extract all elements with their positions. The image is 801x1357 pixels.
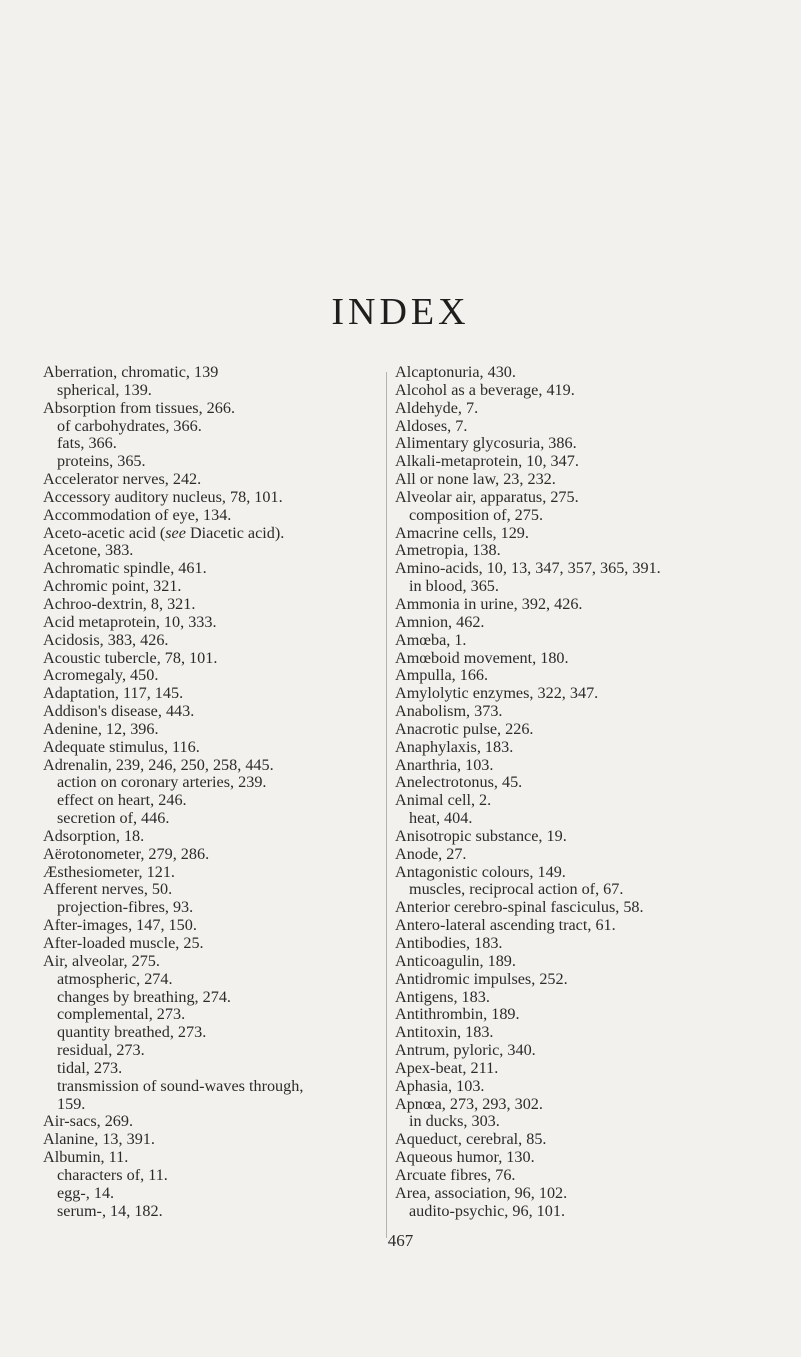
index-entry: Ammonia in urine, 392, 426. <box>395 594 583 613</box>
index-entry: quantity breathed, 273. <box>57 1023 207 1042</box>
index-column-left <box>43 364 388 1221</box>
index-entry: Accessory auditory nucleus, 78, 101. <box>43 487 283 506</box>
index-entry: Achromatic spindle, 461. <box>43 559 207 578</box>
index-entry: Albumin, 11. <box>43 1148 129 1167</box>
index-entry: spherical, 139. <box>57 380 152 399</box>
index-entry: Adenine, 12, 396. <box>43 719 159 738</box>
index-entry: After-images, 147, 150. <box>43 916 197 935</box>
page-title: INDEX <box>331 291 470 333</box>
index-entry: complemental, 273. <box>57 1005 186 1024</box>
index-entry: Anterior cerebro-spinal fasciculus, 58. <box>395 898 644 917</box>
index-entry: Acoustic tubercle, 78, 101. <box>43 648 218 667</box>
index-entry: Ametropia, 138. <box>395 541 501 560</box>
index-entry: Alimentary glycosuria, 386. <box>395 434 577 453</box>
index-entry: Acid metaprotein, 10, 333. <box>43 612 217 631</box>
index-entry: Aqueduct, cerebral, 85. <box>395 1130 547 1149</box>
index-entry: muscles, reciprocal action of, 67. <box>409 880 624 899</box>
index-entry: Apnœa, 273, 293, 302. <box>395 1094 543 1113</box>
index-entry: Acetone, 383. <box>43 541 134 560</box>
index-entry: Antagonistic colours, 149. <box>395 862 566 881</box>
index-entry: Ampulla, 166. <box>395 666 489 685</box>
index-entry: After-loaded muscle, 25. <box>43 934 204 952</box>
index-entry: Absorption from tissues, 266. <box>43 398 235 417</box>
index-entry: effect on heart, 246. <box>57 791 187 810</box>
index-entry: Adrenalin, 239, 246, 250, 258, 445. <box>43 755 274 774</box>
index-entry: Amacrine cells, 129. <box>395 523 529 542</box>
index-entry: Anisotropic substance, 19. <box>395 826 567 845</box>
index-entry: Antidromic impulses, 252. <box>395 969 568 988</box>
index-entry: Accelerator nerves, 242. <box>43 470 202 489</box>
index-entry: transmission of sound-waves through, <box>57 1076 304 1095</box>
index-entry: Adaptation, 117, 145. <box>43 684 184 703</box>
index-entry: Aërotonometer, 279, 286. <box>43 844 210 863</box>
index-entry: action on coronary arteries, 239. <box>57 773 267 792</box>
page-number: 467 <box>387 1231 414 1250</box>
column-divider <box>386 372 387 1238</box>
index-entry: composition of, 275. <box>409 505 543 524</box>
index-entry: Anabolism, 373. <box>395 702 503 721</box>
index-entry: Anarthria, 103. <box>395 755 494 774</box>
index-entry: Afferent nerves, 50. <box>43 880 173 899</box>
index-entry: Amino-acids, 10, 13, 347, 357, 365, 391. <box>395 559 661 578</box>
index-entry: Addison's disease, 443. <box>43 702 195 721</box>
index-entry: Area, association, 96, 102. <box>395 1183 568 1202</box>
index-entry: Antigens, 183. <box>395 987 490 1006</box>
index-entry: secretion of, 446. <box>57 809 170 828</box>
index-entry: Anacrotic pulse, 226. <box>395 719 534 738</box>
index-entry: Æsthesiometer, 121. <box>43 862 175 881</box>
index-entry: 159. <box>57 1094 86 1113</box>
index-entry: proteins, 365. <box>57 452 146 471</box>
index-entry: Air-sacs, 269. <box>43 1112 134 1131</box>
index-entry: audito-psychic, 96, 101. <box>409 1201 566 1220</box>
index-entry: Acidosis, 383, 426. <box>43 630 169 649</box>
index-entry: Aceto-acetic acid (see Diacetic acid). <box>43 523 285 542</box>
index-entry: Antero-lateral ascending tract, 61. <box>395 916 616 935</box>
index-entry: Alveolar air, apparatus, 275. <box>395 487 579 506</box>
index-entry: Amœboid movement, 180. <box>395 648 569 667</box>
index-entry: Amœba, 1. <box>395 630 467 649</box>
index-entry: egg-, 14. <box>57 1183 115 1202</box>
index-entry: of carbohydrates, 366. <box>57 416 202 435</box>
index-entry: Aberration, chromatic, 139 <box>43 363 219 381</box>
index-entry: characters of, 11. <box>57 1165 168 1184</box>
index-entry: atmospheric, 274. <box>57 969 173 988</box>
index-entry: Antitoxin, 183. <box>395 1023 494 1042</box>
index-entry: Aldoses, 7. <box>395 416 468 435</box>
index-entry: Adsorption, 18. <box>43 826 145 845</box>
index-entry: changes by breathing, 274. <box>57 987 231 1006</box>
index-entry: Amylolytic enzymes, 322, 347. <box>395 684 599 703</box>
index-entry: Aldehyde, 7. <box>395 398 479 417</box>
index-entry: Apex-beat, 211. <box>395 1058 499 1077</box>
index-entry: Alcaptonuria, 430. <box>395 363 516 381</box>
index-entry: Anaphylaxis, 183. <box>395 737 514 756</box>
index-entry: tidal, 273. <box>57 1058 123 1077</box>
index-entry: heat, 404. <box>409 809 473 828</box>
index-entry: Aphasia, 103. <box>395 1076 485 1095</box>
index-entry: Arcuate fibres, 76. <box>395 1165 516 1184</box>
index-entry: residual, 273. <box>57 1041 145 1060</box>
index-entry: Anticoagulin, 189. <box>395 951 516 970</box>
index-entry: Alanine, 13, 391. <box>43 1130 155 1149</box>
index-entry: Air, alveolar, 275. <box>43 951 160 970</box>
index-entry: Anelectrotonus, 45. <box>395 773 523 792</box>
index-column-right <box>395 364 795 1221</box>
index-entry: Achroo-dextrin, 8, 321. <box>43 594 196 613</box>
index-entry: Accommodation of eye, 134. <box>43 505 232 524</box>
index-entry: Adequate stimulus, 116. <box>43 737 200 756</box>
index-entry: in blood, 365. <box>409 577 499 596</box>
index-entry: Anode, 27. <box>395 844 467 863</box>
index-entry: Animal cell, 2. <box>395 791 492 810</box>
index-entry: All or none law, 23, 232. <box>395 470 556 489</box>
index-entry: Acromegaly, 450. <box>43 666 159 685</box>
index-entry: Alkali-metaprotein, 10, 347. <box>395 452 579 471</box>
index-entry: Alcohol as a beverage, 419. <box>395 380 575 399</box>
index-entry: projection-fibres, 93. <box>57 898 194 917</box>
index-entry: Aqueous humor, 130. <box>395 1148 535 1167</box>
index-entry: Antibodies, 183. <box>395 934 503 952</box>
index-entry: Antrum, pyloric, 340. <box>395 1041 536 1060</box>
index-entry: serum-, 14, 182. <box>57 1201 163 1220</box>
index-entry: Amnion, 462. <box>395 612 485 631</box>
index-entry: fats, 366. <box>57 434 117 453</box>
index-entry: in ducks, 303. <box>409 1112 500 1131</box>
index-entry: Achromic point, 321. <box>43 577 182 596</box>
index-entry: Antithrombin, 189. <box>395 1005 520 1024</box>
